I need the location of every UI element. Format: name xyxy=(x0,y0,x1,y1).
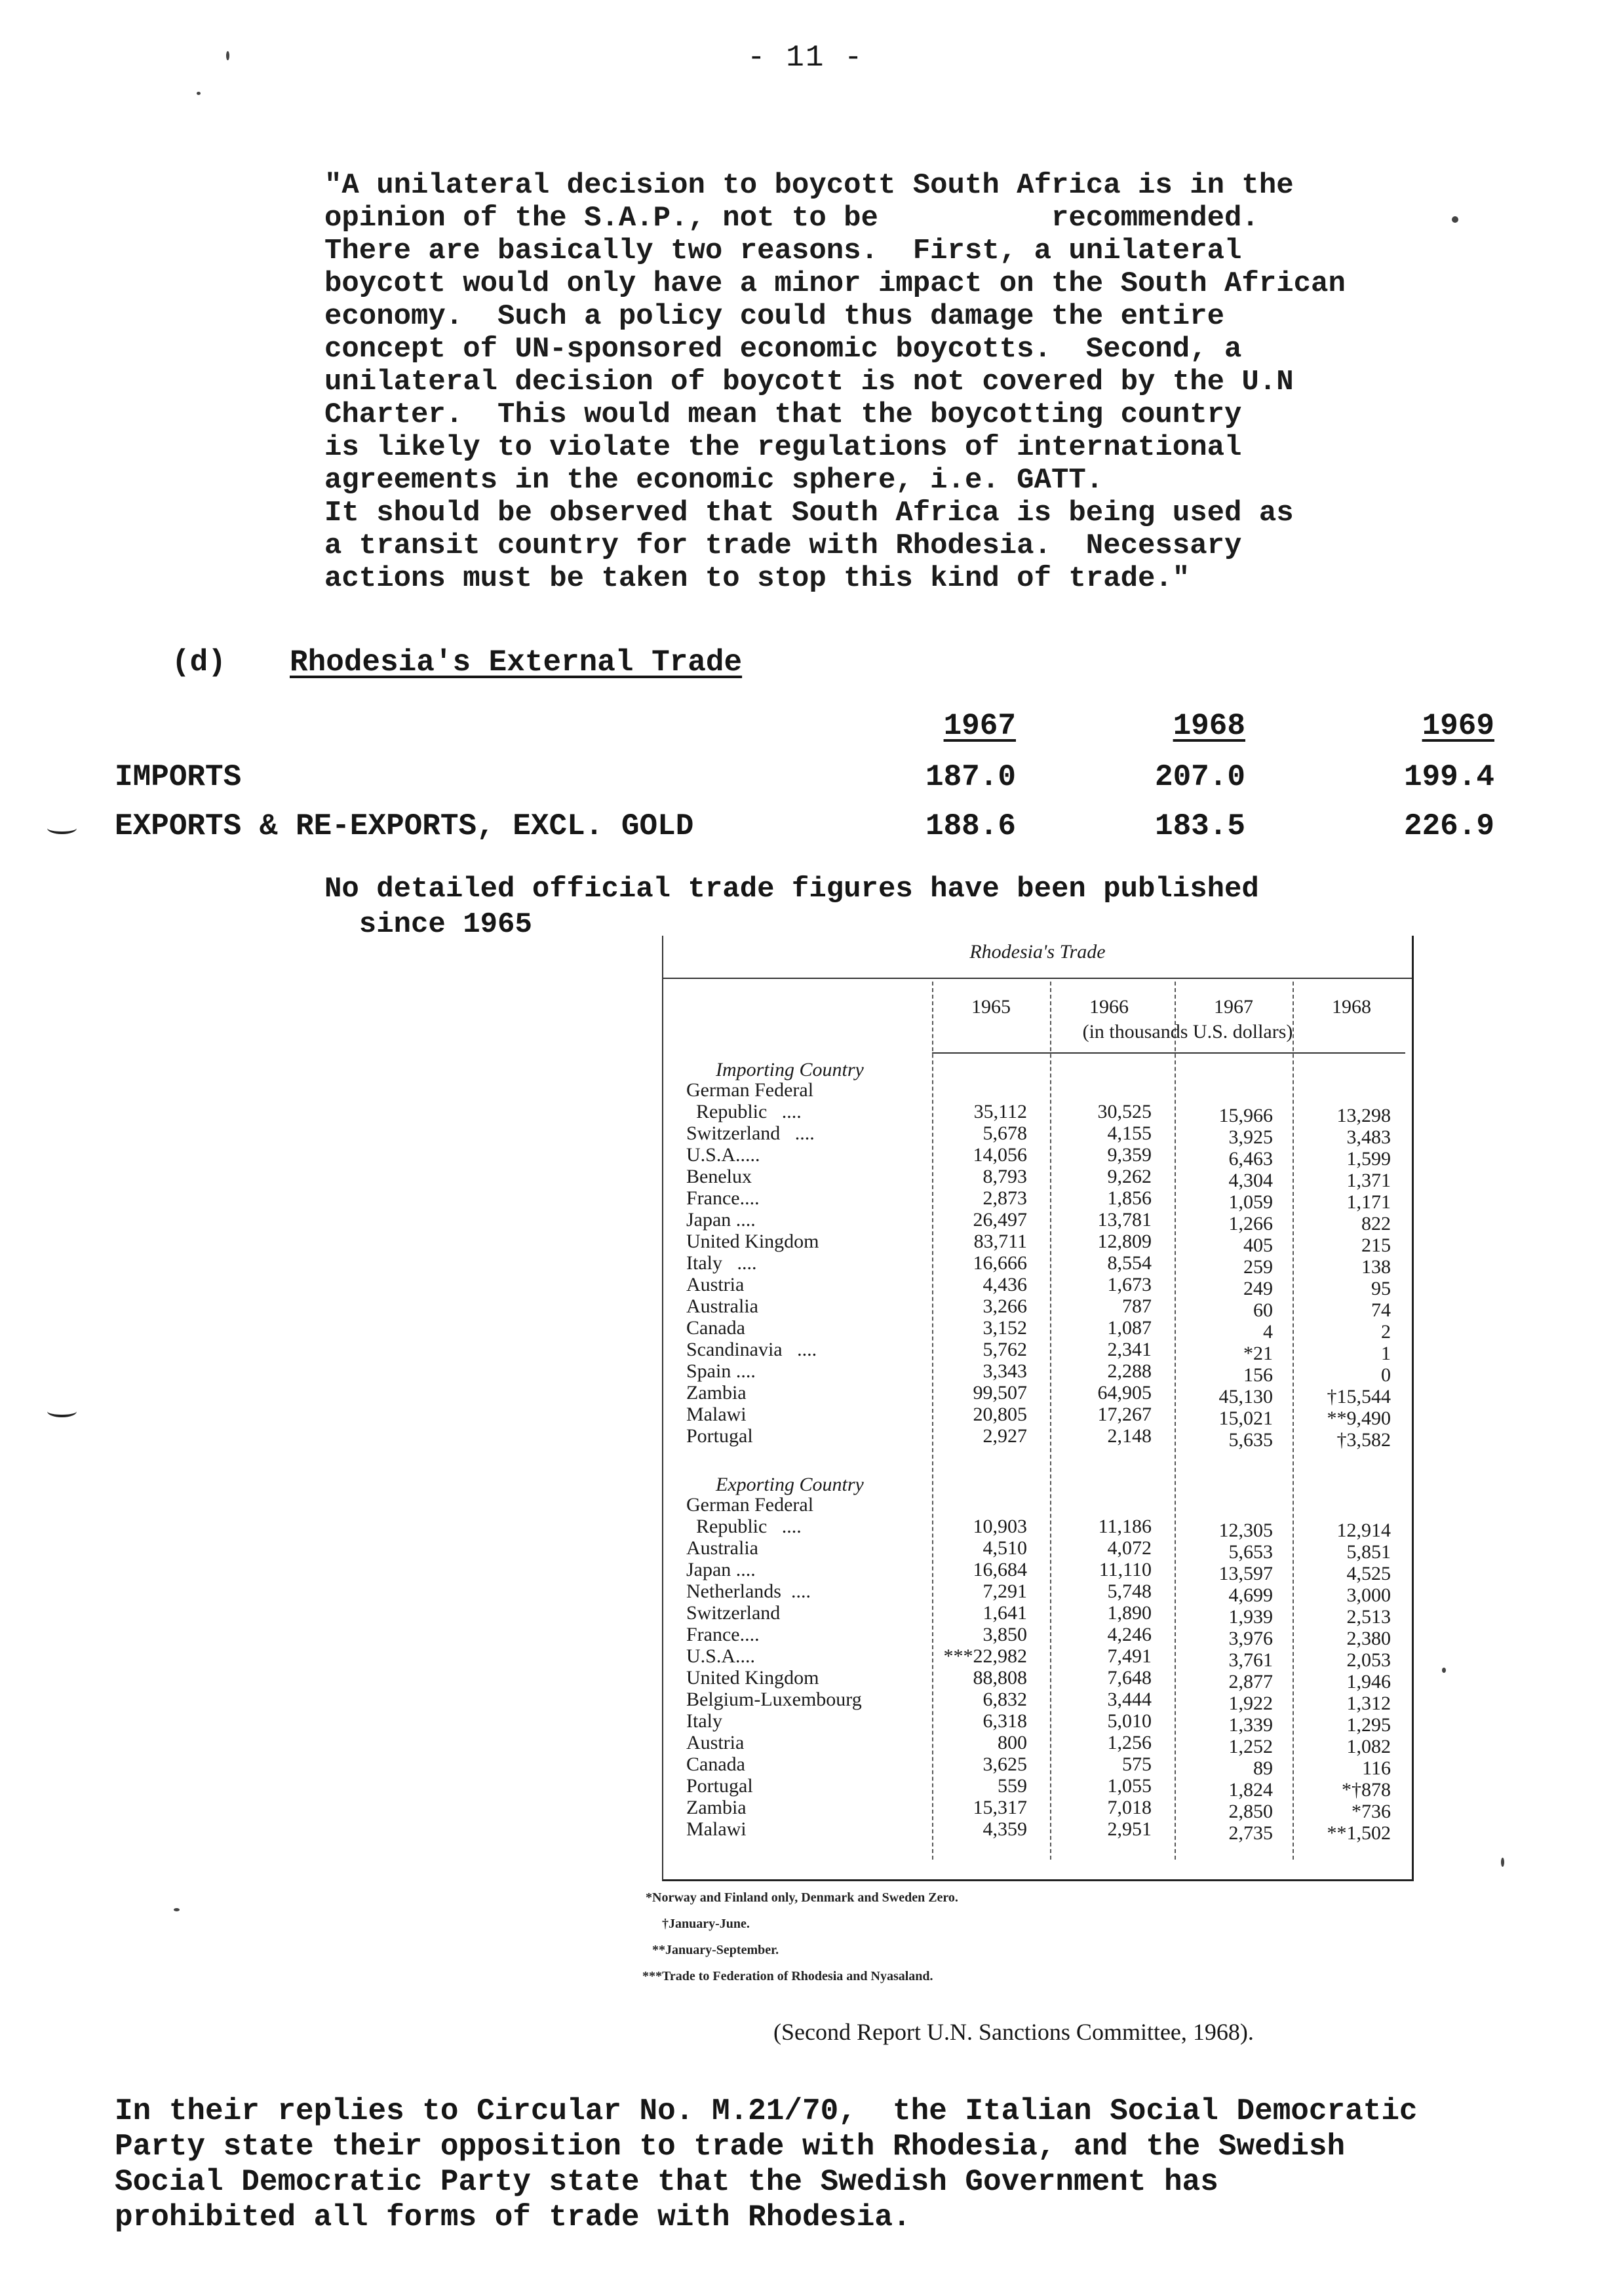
closing-line: Party state their opposition to trade with Rhodesia, and the Swedish xyxy=(115,2130,1346,2164)
table-row-country: German Federal xyxy=(686,1079,814,1101)
table-row-country: Scandinavia .... xyxy=(686,1339,817,1360)
sap-quote xyxy=(324,169,1491,595)
table-cell: 2,951 xyxy=(1107,1818,1152,1840)
table-cell: 0 xyxy=(1381,1364,1391,1386)
table-cell: 4,436 xyxy=(983,1274,1027,1295)
summary-value: 188.6 xyxy=(925,809,1016,843)
table-cell: 5,678 xyxy=(983,1122,1027,1144)
table-cell: 4 xyxy=(1263,1321,1273,1343)
quote-line: unilateral decision of boycott is not covered by the U.N xyxy=(324,366,1294,398)
closing-paragraph xyxy=(115,2094,1524,2235)
table-row-country: German Federal xyxy=(686,1494,814,1516)
table-cell: 4,246 xyxy=(1107,1624,1152,1645)
rhodesia-trade-table xyxy=(662,936,1414,1881)
scan-mark xyxy=(47,1406,77,1417)
table-cell: 3,000 xyxy=(1346,1584,1391,1606)
table-cell: 1,171 xyxy=(1346,1191,1391,1213)
table-cell: 9,262 xyxy=(1107,1166,1152,1187)
year-header: 1967 xyxy=(943,709,1016,743)
closing-line: In their replies to Circular No. M.21/70, the Italian Social Democratic xyxy=(115,2094,1418,2128)
table-cell: 83,711 xyxy=(973,1231,1027,1252)
table-cell: 2,927 xyxy=(983,1425,1027,1447)
table-row-country: Italy xyxy=(686,1710,722,1732)
table-cell: 787 xyxy=(1122,1295,1152,1317)
table-cell: 3,925 xyxy=(1228,1126,1273,1148)
table-cell: 215 xyxy=(1361,1234,1391,1256)
column-header: 1965 xyxy=(971,996,1011,1018)
table-cell: 13,597 xyxy=(1218,1563,1273,1584)
table-cell: 8,793 xyxy=(983,1166,1027,1187)
table-cell: 3,266 xyxy=(983,1295,1027,1317)
table-cell: 259 xyxy=(1243,1256,1273,1278)
no-figures-line: since 1965 xyxy=(324,908,532,941)
table-cell: 1,599 xyxy=(1346,1148,1391,1170)
table-cell: 6,463 xyxy=(1228,1148,1273,1170)
table-cell: 3,444 xyxy=(1107,1689,1152,1710)
table-row-country: Australia xyxy=(686,1295,758,1317)
table-row-country: Japan .... xyxy=(686,1209,756,1231)
table-cell: 1,673 xyxy=(1107,1274,1152,1295)
quote-line: Charter. This would mean that the boycotting country xyxy=(324,398,1242,431)
table-row-country: Netherlands .... xyxy=(686,1580,811,1602)
table-cell: 15,317 xyxy=(973,1797,1027,1818)
table-cell: 17,267 xyxy=(1097,1404,1152,1425)
table-cell: 8,554 xyxy=(1107,1252,1152,1274)
table-cell: 9,359 xyxy=(1107,1144,1152,1166)
table-cell: 138 xyxy=(1361,1256,1391,1278)
table-cell: †3,582 xyxy=(1336,1429,1391,1451)
footnote: **January-September. xyxy=(652,1943,779,1957)
table-cell: 5,010 xyxy=(1107,1710,1152,1732)
table-cell: 3,483 xyxy=(1346,1126,1391,1148)
table-cell: 2,873 xyxy=(983,1187,1027,1209)
table-cell: 1,946 xyxy=(1346,1671,1391,1693)
table-cell: 4,525 xyxy=(1346,1563,1391,1584)
table-cell: 95 xyxy=(1371,1278,1391,1299)
quote-line: is likely to violate the regulations of international xyxy=(324,431,1242,464)
table-rule-top xyxy=(663,978,1412,979)
quote-line: a transit country for trade with Rhodesia. Necessary xyxy=(324,529,1242,562)
table-cell: 13,298 xyxy=(1336,1105,1391,1126)
quote-line: "A unilateral decision to boycott South Africa is in the xyxy=(324,169,1294,202)
table-cell: 1,256 xyxy=(1107,1732,1152,1753)
table-row-country: Canada xyxy=(686,1317,745,1339)
table-cell: 11,186 xyxy=(1098,1516,1152,1537)
table-cell: 4,359 xyxy=(983,1818,1027,1840)
table-cell: 3,343 xyxy=(983,1360,1027,1382)
units-label: (in thousands U.S. dollars) xyxy=(1082,1021,1293,1043)
table-cell: 89 xyxy=(1253,1757,1273,1779)
table-cell: 1,059 xyxy=(1228,1191,1273,1213)
scan-speck xyxy=(197,92,201,95)
table-cell: 64,905 xyxy=(1097,1382,1152,1404)
table-cell: 45,130 xyxy=(1218,1386,1273,1407)
table-cell: 405 xyxy=(1243,1234,1273,1256)
table-cell: 11,110 xyxy=(1099,1559,1152,1580)
table-cell: 2,513 xyxy=(1346,1606,1391,1628)
table-cell: 4,155 xyxy=(1107,1122,1152,1144)
table-cell: *736 xyxy=(1352,1801,1391,1822)
table-cell: 5,748 xyxy=(1107,1580,1152,1602)
table-row-country: Belgium-Luxembourg xyxy=(686,1689,862,1710)
scan-speck xyxy=(1442,1668,1446,1673)
summary-value: 199.4 xyxy=(1403,760,1494,794)
table-cell: 6,832 xyxy=(983,1689,1027,1710)
table-cell: 7,648 xyxy=(1107,1667,1152,1689)
table-cell: 1,266 xyxy=(1228,1213,1273,1234)
column-header: 1966 xyxy=(1089,996,1129,1018)
summary-value: 187.0 xyxy=(925,760,1016,794)
table-cell: 1 xyxy=(1381,1343,1391,1364)
table-cell: 1,856 xyxy=(1107,1187,1152,1209)
table-row-country: United Kingdom xyxy=(686,1667,819,1689)
table-cell: *†878 xyxy=(1342,1779,1391,1801)
table-row-country: France.... xyxy=(686,1624,760,1645)
table-cell: 60 xyxy=(1253,1299,1273,1321)
table-cell: 1,939 xyxy=(1228,1606,1273,1628)
table-cell: 1,082 xyxy=(1346,1736,1391,1757)
scan-speck xyxy=(226,51,229,60)
table-row-country: Malawi xyxy=(686,1404,747,1425)
table-cell: 822 xyxy=(1361,1213,1391,1234)
table-cell: 13,781 xyxy=(1097,1209,1152,1231)
table-row-country: Switzerland .... xyxy=(686,1122,815,1144)
section-title: Rhodesia's External Trade xyxy=(290,645,743,679)
table-cell: 15,021 xyxy=(1218,1407,1273,1429)
table-cell: 575 xyxy=(1122,1753,1152,1775)
table-cell: 2,850 xyxy=(1228,1801,1273,1822)
table-row-country: Benelux xyxy=(686,1166,752,1187)
table-row-country: Switzerland xyxy=(686,1602,781,1624)
table-row-country: Republic .... xyxy=(686,1101,802,1122)
table-cell: 4,072 xyxy=(1107,1537,1152,1559)
footnote: ***Trade to Federation of Rhodesia and Nyasaland. xyxy=(642,1969,933,1983)
table-row-country: Malawi xyxy=(686,1818,747,1840)
quote-line: concept of UN-sponsored economic boycotts. Second, a xyxy=(324,333,1242,366)
table-cell: 1,055 xyxy=(1107,1775,1152,1797)
table-cell: 5,653 xyxy=(1228,1541,1273,1563)
scan-mark xyxy=(47,822,77,834)
table-cell: 2,053 xyxy=(1346,1649,1391,1671)
table-row-country: Australia xyxy=(686,1537,758,1559)
quote-line: boycott would only have a minor impact on the South African xyxy=(324,267,1346,300)
table-row-country: Spain .... xyxy=(686,1360,756,1382)
table-cell: 1,295 xyxy=(1346,1714,1391,1736)
table-rule-head xyxy=(932,1052,1405,1054)
table-row-country: Austria xyxy=(686,1732,745,1753)
closing-line: Social Democratic Party state that the Swedish Government has xyxy=(115,2165,1218,2199)
table-cell: 1,922 xyxy=(1228,1693,1273,1714)
table-cell: 800 xyxy=(998,1732,1027,1753)
table-cell: 12,305 xyxy=(1218,1520,1273,1541)
table-cell: 88,808 xyxy=(973,1667,1027,1689)
table-cell: 16,684 xyxy=(973,1559,1027,1580)
table-cell: 1,339 xyxy=(1228,1714,1273,1736)
table-cell: 1,087 xyxy=(1107,1317,1152,1339)
table-cell: 74 xyxy=(1371,1299,1391,1321)
table-cell: 2,735 xyxy=(1228,1822,1273,1844)
table-row-country: France.... xyxy=(686,1187,760,1209)
table-cell: 6,318 xyxy=(983,1710,1027,1732)
quote-line: It should be observed that South Africa is being used as xyxy=(324,497,1294,529)
table-cell: **1,502 xyxy=(1327,1822,1391,1844)
table-row-country: U.S.A.... xyxy=(686,1645,756,1667)
table-cell: 1,824 xyxy=(1228,1779,1273,1801)
table-row-country: Republic .... xyxy=(686,1516,802,1537)
quote-line: economy. Such a policy could thus damage the entire xyxy=(324,300,1225,333)
table-row-country: Portugal xyxy=(686,1425,753,1447)
summary-row-label: EXPORTS & RE-EXPORTS, EXCL. GOLD xyxy=(115,809,694,843)
table-cell: 3,152 xyxy=(983,1317,1027,1339)
table-section-title: Exporting Country xyxy=(716,1474,864,1495)
section-label: (d) xyxy=(172,645,226,679)
table-row-country: Zambia xyxy=(686,1382,747,1404)
table-cell: 5,851 xyxy=(1346,1541,1391,1563)
quote-line: There are basically two reasons. First, a unilateral xyxy=(324,235,1242,267)
table-cell: 559 xyxy=(998,1775,1027,1797)
summary-value: 183.5 xyxy=(1154,809,1245,843)
table-cell: 4,304 xyxy=(1228,1170,1273,1191)
table-cell: *21 xyxy=(1243,1343,1273,1364)
table-cell: 249 xyxy=(1243,1278,1273,1299)
table-cell: ***22,982 xyxy=(943,1645,1027,1667)
table-cell: 3,761 xyxy=(1228,1649,1273,1671)
table-row-country: Zambia xyxy=(686,1797,747,1818)
table-row-country: U.S.A..... xyxy=(686,1144,760,1166)
table-row-country: Italy .... xyxy=(686,1252,757,1274)
table-cell: 116 xyxy=(1362,1757,1391,1779)
table-row-country: United Kingdom xyxy=(686,1231,819,1252)
quote-line: actions must be taken to stop this kind of trade." xyxy=(324,562,1190,595)
table-row-country: Portugal xyxy=(686,1775,753,1797)
column-header: 1967 xyxy=(1214,996,1253,1018)
table-cell: 15,966 xyxy=(1218,1105,1273,1126)
table-cell: 7,018 xyxy=(1107,1797,1152,1818)
table-row-country: Japan .... xyxy=(686,1559,756,1580)
table-cell: 5,762 xyxy=(983,1339,1027,1360)
table-cell: 26,497 xyxy=(973,1209,1027,1231)
quote-line: agreements in the economic sphere, i.e. GATT. xyxy=(324,464,1104,497)
trade-table-title: Rhodesia's Trade xyxy=(969,941,1106,963)
table-cell: 4,510 xyxy=(983,1537,1027,1559)
table-cell: 156 xyxy=(1243,1364,1273,1386)
table-row-country: Canada xyxy=(686,1753,745,1775)
summary-value: 226.9 xyxy=(1403,809,1494,843)
table-cell: 3,850 xyxy=(983,1624,1027,1645)
table-cell: 2,380 xyxy=(1346,1628,1391,1649)
table-cell: 1,641 xyxy=(983,1602,1027,1624)
source-citation: (Second Report U.N. Sanctions Committee, 1968). xyxy=(773,2019,1254,2045)
table-cell: 3,976 xyxy=(1228,1628,1273,1649)
no-figures-note xyxy=(324,871,1259,942)
table-cell: 2,148 xyxy=(1107,1425,1152,1447)
table-cell: 1,890 xyxy=(1107,1602,1152,1624)
scan-speck xyxy=(1452,216,1458,223)
table-cell: 30,525 xyxy=(1097,1101,1152,1122)
summary-row-label: IMPORTS xyxy=(115,760,242,794)
table-cell: 2,877 xyxy=(1228,1671,1273,1693)
table-cell: 7,491 xyxy=(1107,1645,1152,1667)
scan-speck xyxy=(1501,1858,1504,1867)
section-heading xyxy=(172,645,742,679)
table-cell: 14,056 xyxy=(973,1144,1027,1166)
table-cell: 2,341 xyxy=(1107,1339,1152,1360)
table-row-country: Austria xyxy=(686,1274,745,1295)
page-number: - 11 - xyxy=(747,41,864,75)
table-cell: 16,666 xyxy=(973,1252,1027,1274)
table-cell: 4,699 xyxy=(1228,1584,1273,1606)
table-cell: 12,914 xyxy=(1336,1520,1391,1541)
scan-speck xyxy=(174,1908,180,1911)
table-cell: **9,490 xyxy=(1327,1407,1391,1429)
table-cell: 99,507 xyxy=(973,1382,1027,1404)
table-cell: 1,312 xyxy=(1346,1693,1391,1714)
year-header: 1969 xyxy=(1422,709,1494,743)
table-cell: 20,805 xyxy=(973,1404,1027,1425)
table-cell: 2,288 xyxy=(1107,1360,1152,1382)
table-cell: 1,252 xyxy=(1228,1736,1273,1757)
table-cell: 2 xyxy=(1381,1321,1391,1343)
table-cell: 12,809 xyxy=(1097,1231,1152,1252)
footnote: *Norway and Finland only, Denmark and Sweden Zero. xyxy=(646,1890,958,1905)
table-cell: 7,291 xyxy=(983,1580,1027,1602)
table-cell: 1,371 xyxy=(1346,1170,1391,1191)
year-header: 1968 xyxy=(1173,709,1245,743)
column-header: 1968 xyxy=(1332,996,1371,1018)
table-cell: 35,112 xyxy=(973,1101,1027,1122)
table-section-title: Importing Country xyxy=(716,1059,864,1081)
summary-value: 207.0 xyxy=(1154,760,1245,794)
table-cell: 3,625 xyxy=(983,1753,1027,1775)
quote-line: opinion of the S.A.P., not to be recommended. xyxy=(324,202,1259,235)
table-cell: †15,544 xyxy=(1327,1386,1391,1407)
table-cell: 10,903 xyxy=(973,1516,1027,1537)
no-figures-line: No detailed official trade figures have been published xyxy=(324,873,1259,906)
table-cell: 5,635 xyxy=(1228,1429,1273,1451)
closing-line: prohibited all forms of trade with Rhodesia. xyxy=(115,2200,911,2234)
footnote: †January-June. xyxy=(662,1917,750,1931)
